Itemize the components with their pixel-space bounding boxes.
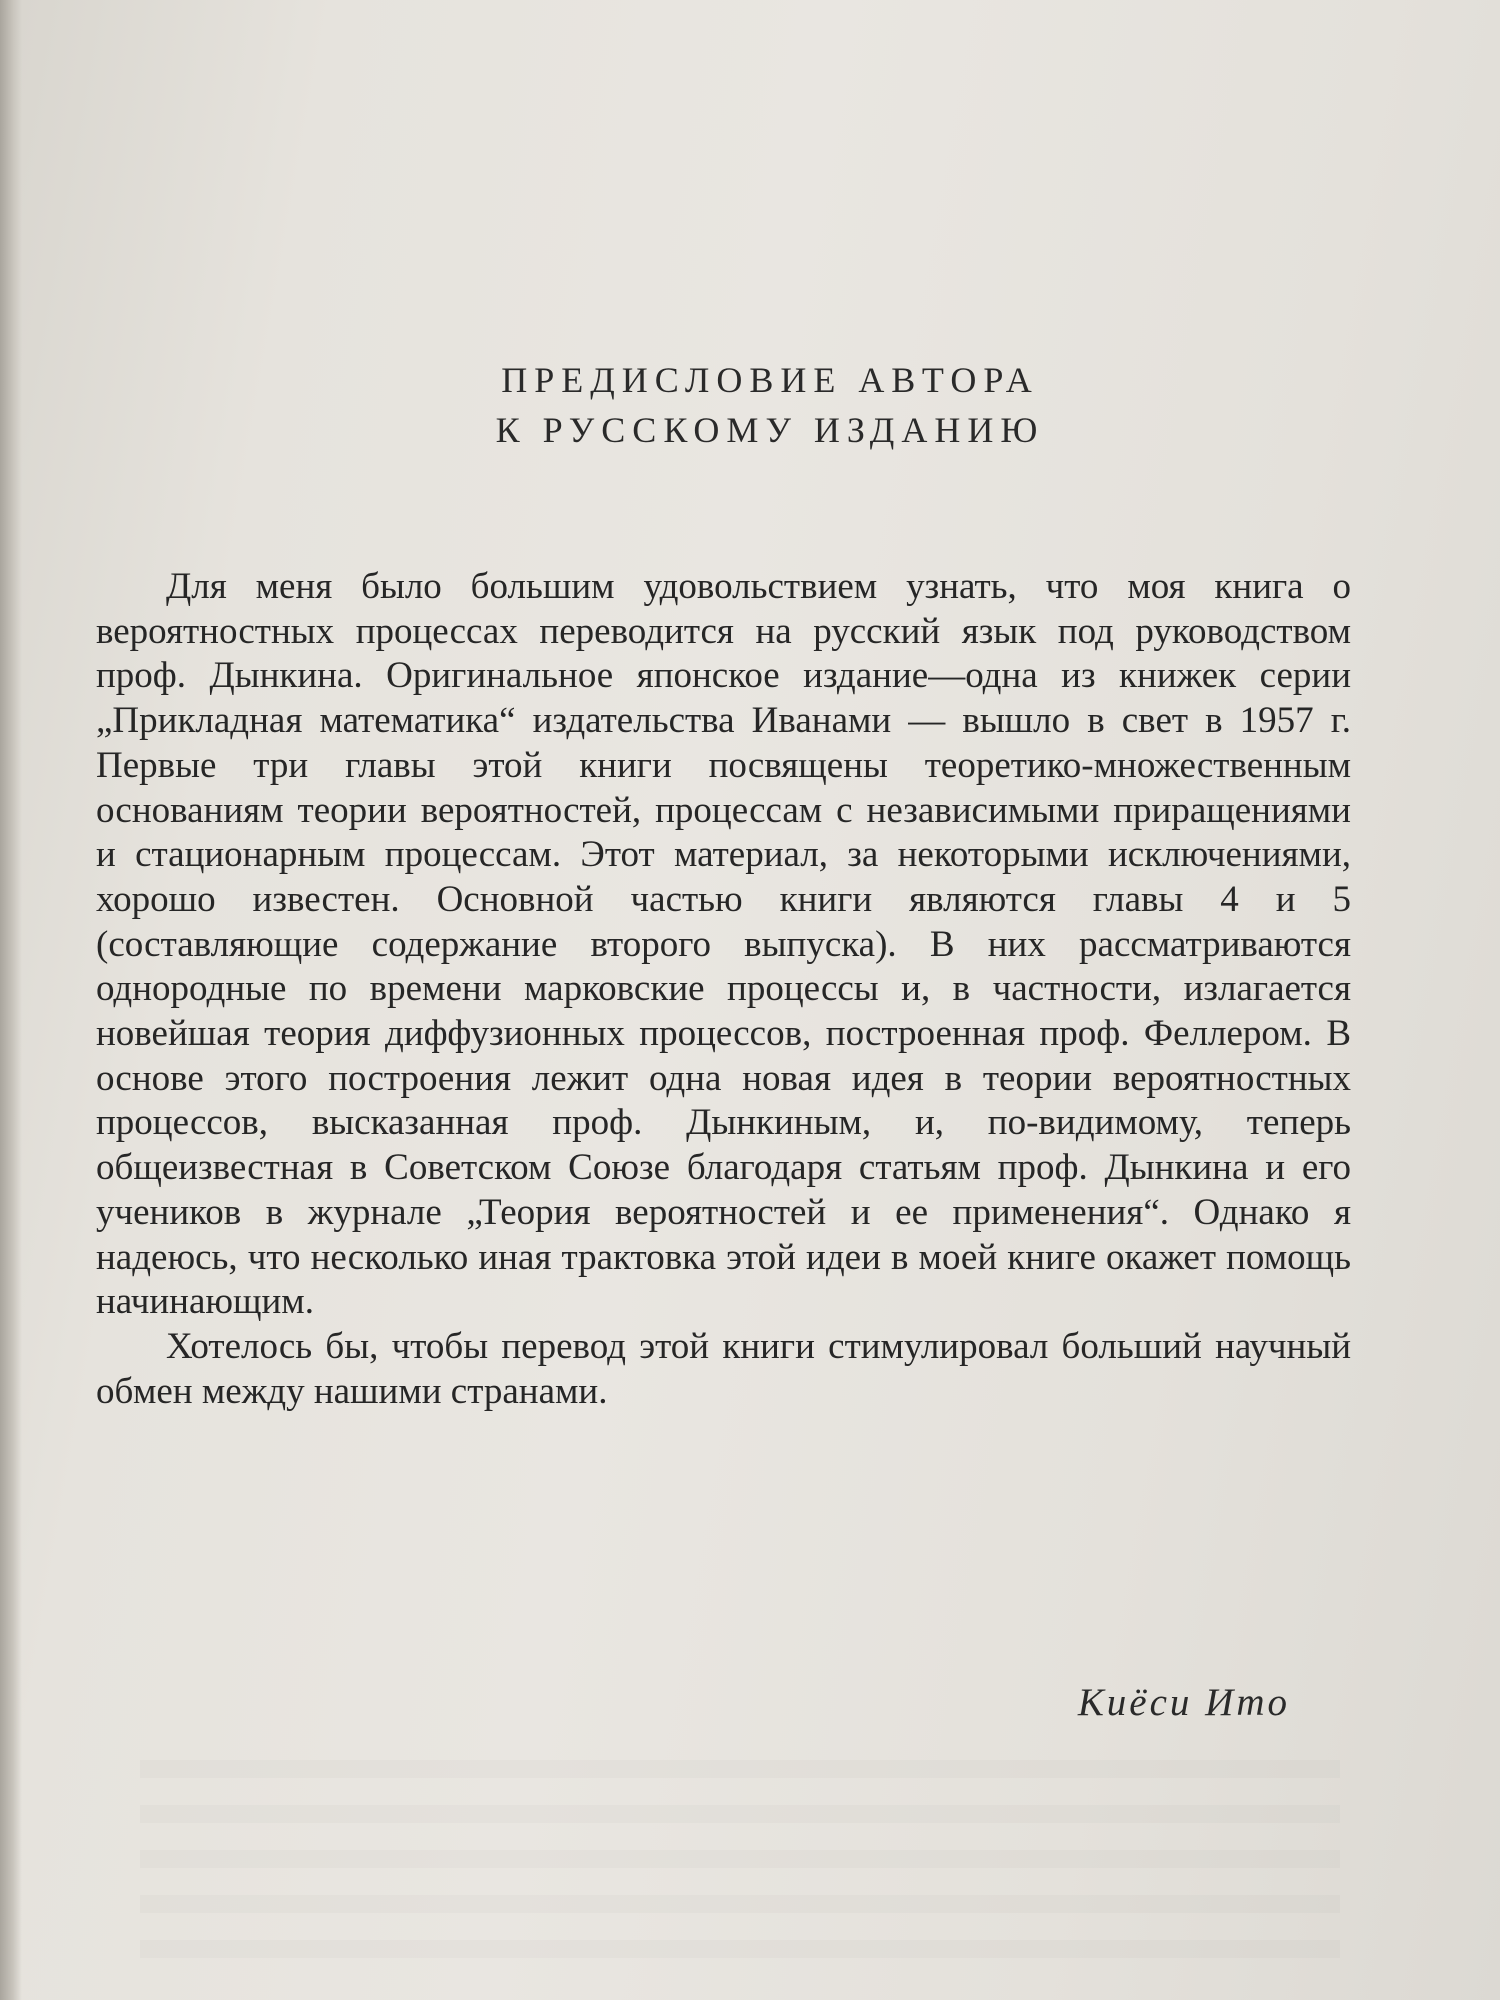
spine-shadow	[0, 0, 22, 2000]
paragraph-2: Хотелось бы, чтобы перевод этой книги стимулировал больший научный обмен между нашими странами.	[96, 1325, 1351, 1412]
heading-line-2: К РУССКОМУ ИЗДАНИЮ	[495, 410, 1045, 450]
paragraph-1: Для меня было большим удовольствием узнать, что моя книга о вероятностных процессах переводится на русский язык под руководством проф. Дынкина. Оригинальное японское издание—одна из книжек серии „Прикладная математика“ издательства Иванами — вышло в свет в 1957 г. Первые три главы этой книги посвящены теоретико-множественным основаниям теории вероятностей, процессам с независимыми приращениями и стационарным процессам. Этот материал, за некоторыми исключениями, хорошо известен. Основной частью книги являются главы 4 и 5 (составляющие содержание второго выпуска). В них рассматриваются однородные по времени марковские процессы и, в частности, излагается новейшая теория диффузионных процессов, построенная проф. Феллером. В основе этого построения лежит одна новая идея в теории вероятностных процессов, высказанная проф. Дынкиным, и, по-видимому, теперь общеизвестная в Советском Союзе благодаря статьям проф. Дынкина и его учеников в журнале „Теория вероятностей и ее применения“. Однако я надеюсь, что несколько иная трактовка этой идеи в моей книге окажет помощь начинающим.	[96, 566, 1351, 1323]
preface-body	[96, 565, 1351, 1414]
heading-line-1: ПРЕДИСЛОВИЕ АВТОРА	[501, 360, 1039, 400]
bleed-through-shadow	[140, 1760, 1340, 1960]
author-signature: Киёси Ито	[1077, 1681, 1290, 1724]
